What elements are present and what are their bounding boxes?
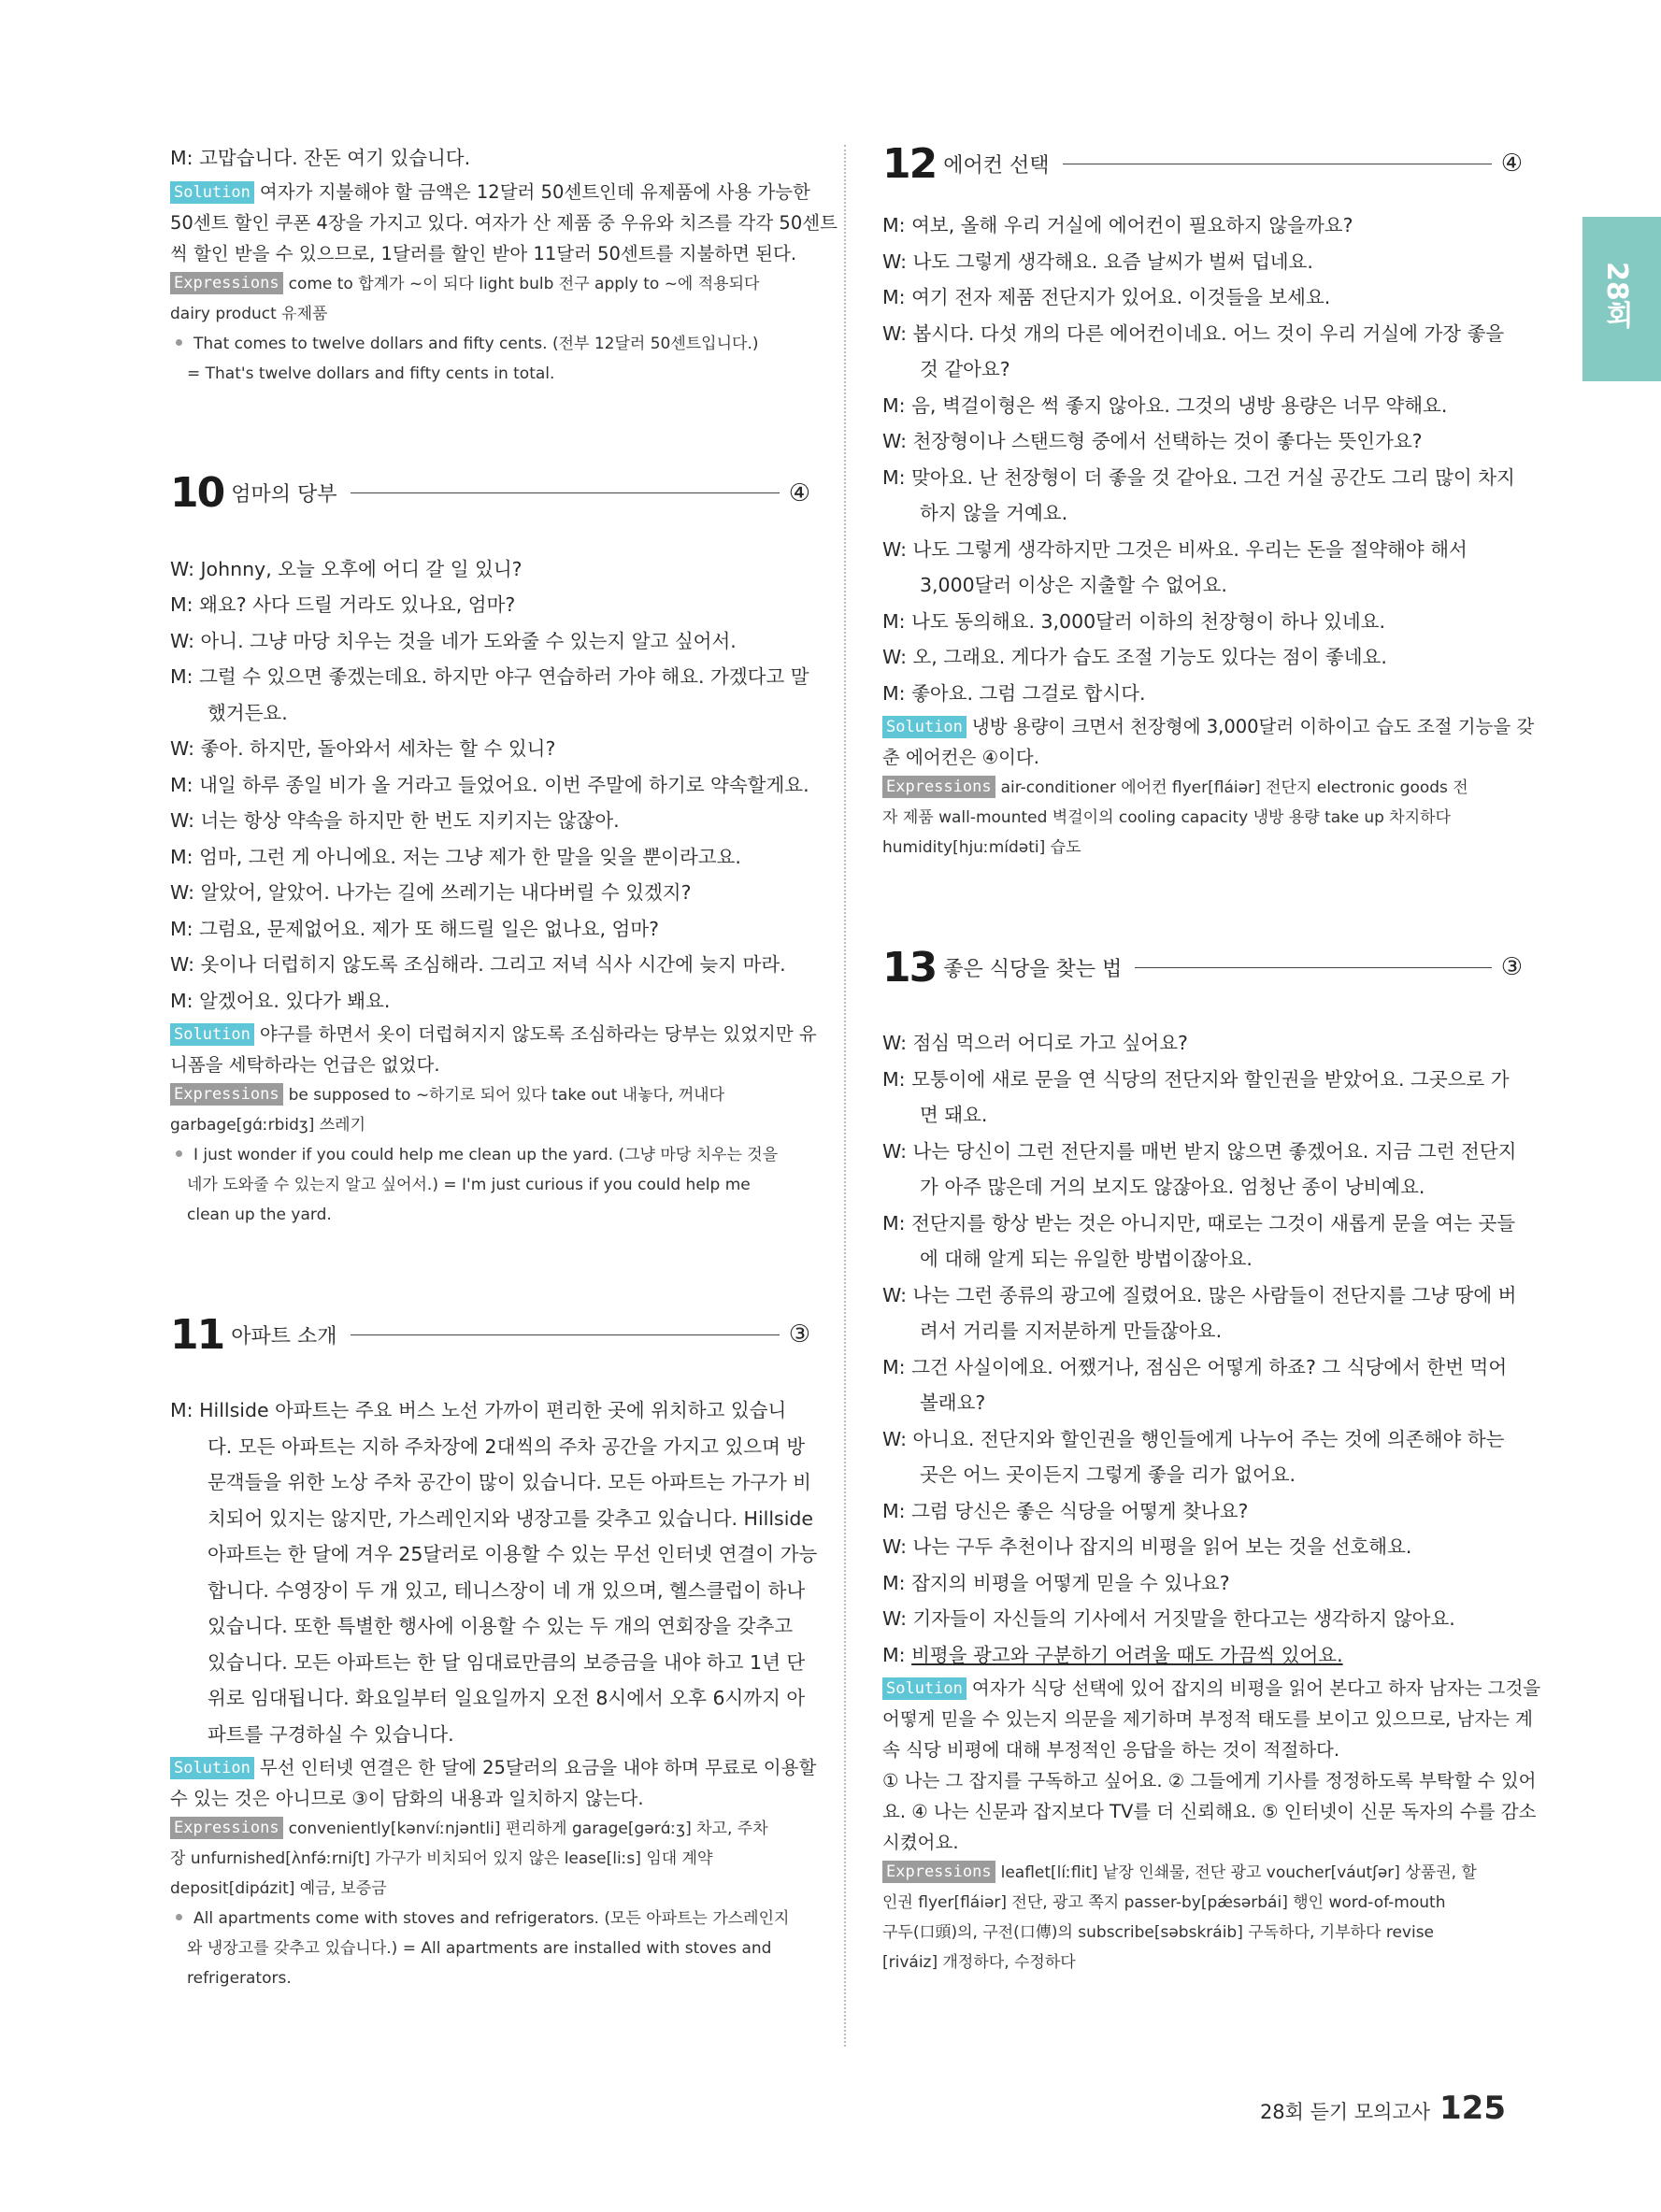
monologue-11	[170, 1392, 818, 1752]
section-number: 12	[882, 139, 937, 188]
answer-mark: ③	[1500, 953, 1523, 981]
section-number: 11	[170, 1310, 224, 1359]
solution-badge: Solution	[882, 716, 967, 738]
section-number: 10	[170, 469, 224, 517]
footer-label: 28회 듣기 모의고사	[1259, 2101, 1431, 2123]
dialogue-line: W: 아니요. 전단지와 할인권을 행인들에게 나누어 주는 것에 의존해야 하는	[882, 1427, 1505, 1450]
answer-underline: 비평을 광고와 구분하기 어려울 때도 가끔씩 있어요.	[911, 1643, 1343, 1666]
expressions-line: [riváiz] 개정하다, 수정하다	[882, 1953, 1076, 1972]
example-sentence-cont: = That's twelve dollars and fifty cents in total.	[187, 364, 555, 383]
example-sentence: That comes to twelve dollars and fifty cents. (전부 12달러 50센트입니다.)	[170, 329, 810, 359]
dialogue-line: M: 내일 하루 종일 비가 올 거라고 들었어요. 이번 주말에 하기로 약속할게요.	[170, 773, 809, 796]
solution-badge: Solution	[882, 1677, 967, 1700]
expressions-line: deposit[dipɑ́zit] 예금, 보증금	[170, 1879, 387, 1898]
dialogue-line: W: 나는 당신이 그런 전단지를 매번 받지 않으면 좋겠어요. 지금 그런 전단지	[882, 1139, 1517, 1163]
dialogue-line: 다. 모든 아파트는 지하 주차장에 2대씩의 주차 공간을 가지고 있으며 방	[208, 1434, 806, 1458]
section-12-header	[882, 140, 1523, 187]
dialogue-line: M: 좋아요. 그럼 그걸로 합시다.	[882, 681, 1146, 705]
solution-line: 니폼을 세탁하라는 언급은 없었다.	[170, 1054, 440, 1076]
dialogue-line: W: 너는 항상 약속을 하지만 한 번도 지키지는 않잖아.	[170, 809, 620, 832]
expressions-line: dairy product 유제품	[170, 304, 328, 323]
dialogue-line: 면 돼요.	[920, 1104, 988, 1126]
answer-mark: ③	[788, 1320, 810, 1349]
section-number: 13	[882, 943, 937, 992]
dialogue-line: W: 나도 그렇게 생각해요. 요즘 날씨가 벌써 덥네요.	[882, 250, 1313, 273]
example-sentence-cont: clean up the yard.	[187, 1206, 332, 1224]
dialogue-line: W: 천장형이나 스탠드형 중에서 선택하는 것이 좋다는 뜻인가요?	[882, 430, 1423, 452]
dialogue-line: M: 왜요? 사다 드릴 거라도 있나요, 엄마?	[170, 593, 516, 616]
example-sentence-cont: refrigerators.	[187, 1969, 292, 1988]
dialogue-line: 려서 거리를 지저분하게 만들잖아요.	[920, 1320, 1223, 1342]
expressions-badge: Expressions	[882, 776, 995, 798]
dialogue-13	[882, 1025, 1523, 1637]
dialogue-line: M: 그럴 수 있으면 좋겠는데요. 하지만 야구 연습하러 가야 해요. 가겠다고 말	[170, 665, 809, 688]
dialogue-line: 있습니다. 또한 특별한 행사에 이용할 수 있는 두 개의 연회장을 갖추고	[208, 1615, 794, 1637]
side-tab	[1582, 217, 1661, 381]
dialogue-line: M: 여기 전자 제품 전단지가 있어요. 이것들을 보세요.	[882, 286, 1331, 308]
dialogue-line: M: 그럼 당신은 좋은 식당을 어떻게 찾나요?	[882, 1499, 1249, 1522]
dialogue-line: M: 나도 동의해요. 3,000달러 이하의 천장형이 하나 있네요.	[882, 609, 1385, 633]
section-title: 엄마의 당부	[231, 483, 337, 507]
dialogue-line: W: 좋아. 하지만, 돌아와서 세차는 할 수 있니?	[170, 737, 556, 760]
dialogue-line: 위로 임대됩니다. 화요일부터 일요일까지 오전 8시에서 오후 6시까지 아	[208, 1687, 806, 1709]
expressions-line: humidity[hjuːmídəti] 습도	[882, 838, 1081, 857]
dialogue-line: M: 음, 벽걸이형은 썩 좋지 않아요. 그것의 냉방 용량은 너무 약해요.	[882, 393, 1448, 417]
bullet-icon	[176, 1150, 182, 1157]
dialogue-line: M: Hillside 아파트는 주요 버스 노선 가까이 편리한 곳에 위치하고 있습니	[170, 1399, 787, 1421]
dialogue-line: W: 봅시다. 다섯 개의 다른 에어컨이네요. 어느 것이 우리 거실에 가장 좋을	[882, 321, 1505, 345]
left-column	[170, 140, 838, 1993]
solution-line: 요. ④ 나는 신문과 잡지보다 TV를 더 신뢰해요. ⑤ 인터넷이 신문 독자의 수를 감소	[882, 1801, 1537, 1822]
dialogue-line: 볼래요?	[920, 1391, 986, 1414]
page-footer	[1260, 2090, 1506, 2127]
solution-badge: Solution	[170, 1023, 254, 1046]
right-column	[882, 139, 1541, 1977]
dialogue-line: 했거든요.	[208, 701, 288, 724]
dialogue-line: 것 같아요?	[920, 358, 1010, 380]
dialogue-line: 합니다. 수영장이 두 개 있고, 테니스장이 네 개 있으며, 헬스클럽이 하나	[208, 1578, 806, 1602]
expressions-9: Expressions come to 합계가 ~이 되다 light bulb 전구 apply to ~에 적용되다	[170, 269, 810, 299]
dialogue-line-answer: M: 비평을 광고와 구분하기 어려울 때도 가끔씩 있어요.	[882, 1643, 1343, 1666]
dialogue-line: M: 전단지를 항상 받는 것은 아니지만, 때로는 그것이 새롭게 문을 여는 곳들	[882, 1211, 1516, 1234]
side-tab-label: 28회	[1600, 262, 1633, 329]
dialogue-line: W: Johnny, 오늘 오후에 어디 갈 일 있니?	[170, 557, 523, 580]
dialogue-line: M: 맞아요. 난 천장형이 더 좋을 것 같아요. 그건 거실 공간도 그리 많이 차지	[882, 465, 1515, 489]
solution-10: Solution 야구를 하면서 옷이 더럽혀지지 않도록 조심하라는 당부는 있었지만 유	[170, 1019, 810, 1049]
dialogue-line: W: 기자들이 자신들의 기사에서 거짓말을 한다고는 생각하지 않아요.	[882, 1607, 1455, 1630]
page-number: 125	[1439, 2090, 1506, 2127]
dialogue-line: W: 나도 그렇게 생각하지만 그것은 비싸요. 우리는 돈을 절약해야 해서	[882, 537, 1468, 561]
expressions-line: 구두(口頭)의, 구전(口傳)의 subscribe[səbskráib] 구독하다, 기부하다 revise	[882, 1923, 1435, 1942]
dialogue-line: 에 대해 알게 되는 유일한 방법이잖아요.	[920, 1248, 1253, 1270]
example-sentence-cont: 네가 도와줄 수 있는지 알고 싶어서.) = I'm just curious if you could help me	[187, 1176, 751, 1194]
dialogue-line: W: 알았어, 알았어. 나가는 길에 쓰레기는 내다버릴 수 있겠지?	[170, 881, 692, 904]
dialogue-line: M: 모퉁이에 새로 문을 연 식당의 전단지와 할인권을 받았어요. 그곳으로 가	[882, 1067, 1510, 1091]
example-sentence: I just wonder if you could help me clean up the yard. (그냥 마당 치우는 것을	[170, 1140, 810, 1170]
solution-line: 춘 에어컨은 ④이다.	[882, 747, 1039, 768]
dialogue-line: 가 아주 많은데 거의 보지도 않잖아요. 엄청난 종이 낭비예요.	[920, 1176, 1425, 1198]
expressions-line: 인권 flyer[fláiər] 전단, 광고 쪽지 passer-by[pǽsərbái] 행인 word-of-mouth	[882, 1893, 1446, 1912]
dialogue-line: 아파트는 한 달에 겨우 25달러로 이용할 수 있는 무선 인터넷 연결이 가능	[208, 1543, 818, 1565]
section-10-header	[170, 456, 810, 531]
expressions-line: 장 unfurnished[ʌ̀nfə́ːrniʃt] 가구가 비치되어 있지 않은 lease[liːs] 임대 계약	[170, 1849, 713, 1868]
section-title: 아파트 소개	[231, 1324, 337, 1349]
bullet-icon	[176, 1914, 182, 1920]
section-title: 좋은 식당을 찾는 법	[943, 957, 1123, 981]
example-sentence: All apartments come with stoves and refrigerators. (모든 아파트는 가스레인지	[170, 1904, 810, 1934]
dialogue-line: W: 점심 먹으러 어디로 가고 싶어요?	[882, 1032, 1188, 1054]
solution-line: 50센트 할인 쿠폰 4장을 가지고 있다. 여자가 산 제품 중 우유와 치즈를 각각 50센트	[170, 211, 838, 234]
expressions-12: Expressions air-conditioner 에어컨 flyer[fláiər] 전단지 electronic goods 전	[882, 773, 1523, 803]
dialogue-line: W: 나는 구두 추천이나 잡지의 비평을 읽어 보는 것을 선호해요.	[882, 1535, 1412, 1558]
expressions-badge: Expressions	[170, 272, 283, 294]
dialogue-line: W: 오, 그래요. 게다가 습도 조절 기능도 있다는 점이 좋네요.	[882, 646, 1387, 668]
dialogue-line: M: 알겠어요. 있다가 봬요.	[170, 989, 391, 1012]
dialogue-line: 3,000달러 이상은 지출할 수 없어요.	[920, 574, 1227, 596]
answer-mark: ④	[1500, 150, 1523, 178]
section-rule	[351, 492, 780, 493]
section-11-header	[170, 1297, 810, 1372]
expressions-badge: Expressions	[170, 1083, 283, 1106]
solution-line: 어떻게 믿을 수 있는지 의문을 제기하며 부정적 태도를 보이고 있으므로, 남자는 계	[882, 1708, 1534, 1730]
solution-13: Solution 여자가 식당 선택에 있어 잡지의 비평을 읽어 본다고 하자 남자는 그것을	[882, 1673, 1523, 1704]
dialogue-line: W: 옷이나 더럽히지 않도록 조심해라. 그리고 저녁 식사 시간에 늦지 마라.	[170, 953, 786, 976]
dialogue-12	[882, 207, 1523, 711]
dialogue-line: W: 나는 그런 종류의 광고에 질렸어요. 많은 사람들이 전단지를 그냥 땅에 버	[882, 1283, 1517, 1306]
dialogue-line: W: 아니. 그냥 마당 치우는 것을 네가 도와줄 수 있는지 알고 싶어서.	[170, 629, 737, 652]
dialogue-line: M: 그럼요, 문제없어요. 제가 또 해드릴 일은 없나요, 엄마?	[170, 917, 660, 940]
expressions-11: Expressions conveniently[kənvíːnjəntli] 편리하게 garage[gərɑ́ːʒ] 차고, 주차	[170, 1814, 810, 1844]
expressions-badge: Expressions	[882, 1861, 995, 1883]
solution-9: Solution 여자가 지불해야 할 금액은 12달러 50센트인데 유제품에 사용 가능한	[170, 177, 810, 207]
solution-badge: Solution	[170, 181, 254, 204]
dialogue-10	[170, 551, 810, 1020]
dialogue-line: M: 그건 사실이에요. 어쨌거나, 점심은 어떻게 하죠? 그 식당에서 한번 먹어	[882, 1355, 1508, 1378]
section-13-header	[882, 930, 1523, 1005]
section-title: 에어컨 선택	[943, 153, 1050, 178]
solution-badge: Solution	[170, 1757, 254, 1779]
solution-line: 수 있는 것은 아니므로 ③이 담화의 내용과 일치하지 않는다.	[170, 1788, 644, 1809]
solution-11: Solution 무선 인터넷 연결은 한 달에 25달러의 요금을 내야 하며 무료로 이용할	[170, 1752, 810, 1783]
solution-line: 시켰어요.	[882, 1832, 959, 1853]
solution-line: 씩 할인 받을 수 있으므로, 1달러를 할인 받아 11달러 50센트를 지불하면 된다.	[170, 242, 797, 264]
expressions-13: Expressions leaflet[líːflit] 낱장 인쇄물, 전단 광고 voucher[váutʃər] 상품권, 할	[882, 1858, 1523, 1888]
answer-mark: ④	[788, 478, 810, 507]
expressions-10: Expressions be supposed to ~하기로 되어 있다 take out 내놓다, 꺼내다	[170, 1080, 810, 1110]
dialogue-line: M: 잡지의 비평을 어떻게 믿을 수 있나요?	[882, 1571, 1230, 1594]
dialogue-line: 곳은 어느 곳이든지 그렇게 좋을 리가 없어요.	[920, 1463, 1296, 1486]
dialogue-line: 하지 않을 거예요.	[920, 502, 1068, 524]
dialogue-line: M: 고맙습니다. 잔돈 여기 있습니다.	[170, 147, 471, 169]
column-divider	[844, 145, 846, 2047]
dialogue-line: 문객들을 위한 노상 주차 공간이 많이 있습니다. 모든 아파트는 가구가 비	[208, 1471, 811, 1493]
bullet-icon	[176, 339, 182, 346]
dialogue-line: 치되어 있지는 않지만, 가스레인지와 냉장고를 갖추고 있습니다. Hillside	[208, 1506, 814, 1530]
dialogue-line: M: 엄마, 그런 게 아니에요. 저는 그냥 제가 한 말을 잊을 뿐이라고요.	[170, 845, 741, 868]
expressions-line: garbage[gɑ́ːrbidʒ] 쓰레기	[170, 1116, 366, 1135]
dialogue-line: 있습니다. 모든 아파트는 한 달 임대료만큼의 보증금을 내야 하고 1년 단	[208, 1650, 806, 1674]
section-rule	[1135, 967, 1491, 968]
example-sentence-cont: 와 냉장고를 갖추고 있습니다.) = All apartments are installed with stoves and	[187, 1939, 772, 1958]
expressions-badge: Expressions	[170, 1817, 283, 1839]
solution-line: 속 식당 비평에 대해 부정적인 응답을 하는 것이 적절하다.	[882, 1739, 1340, 1761]
solution-line: ① 나는 그 잡지를 구독하고 싶어요. ② 그들에게 기사를 정정하도록 부탁할 수 있어	[882, 1770, 1537, 1791]
section-rule	[351, 1334, 780, 1335]
dialogue-line: M: 여보, 올해 우리 거실에 에어컨이 필요하지 않을까요?	[882, 214, 1353, 236]
expressions-line: 자 제품 wall-mounted 벽걸이의 cooling capacity 냉방 용량 take up 차지하다	[882, 808, 1451, 827]
dialogue-line: 파트를 구경하실 수 있습니다.	[208, 1722, 454, 1746]
solution-12: Solution 냉방 용량이 크면서 천장형에 3,000달러 이하이고 습도 조절 기능을 갖	[882, 711, 1523, 742]
